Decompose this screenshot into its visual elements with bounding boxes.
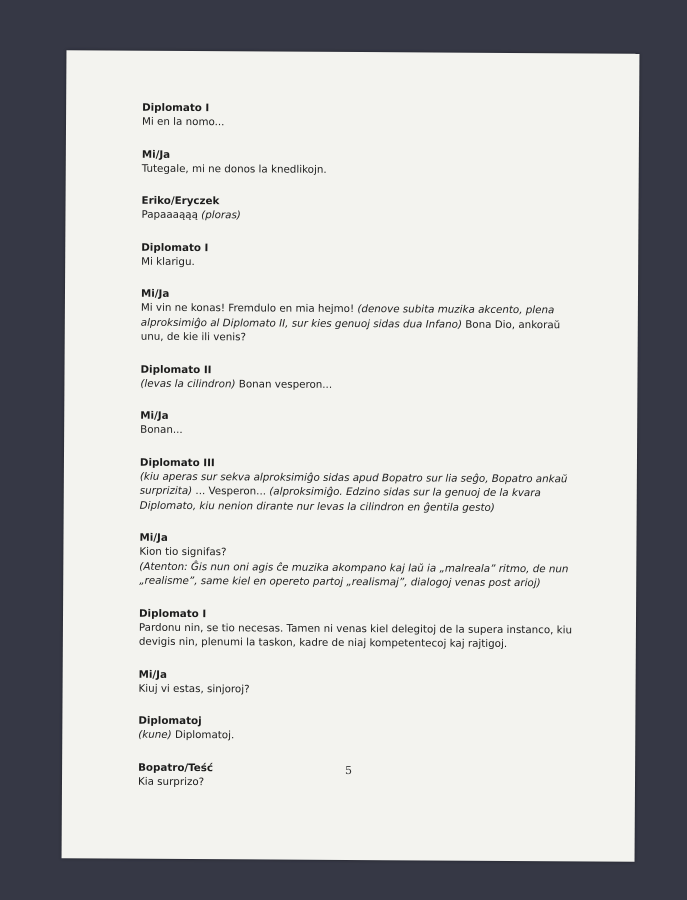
spoken-text: Kiuj vi estas, sinjoroj? (138, 682, 250, 695)
stage-direction: (ploras) (201, 209, 241, 222)
dialogue-entry (138, 714, 583, 745)
spoken-text: Bonan vesperon... (235, 377, 333, 391)
dialogue-entry (141, 287, 586, 347)
dialogue-line (138, 728, 583, 745)
speaker-name: Bopatro/Teść (138, 761, 214, 774)
dialogue-line (141, 301, 586, 347)
stage-direction: (kune) (138, 728, 172, 741)
spoken-text: Pardonu nin, se tio necesas. Tamen ni venas kiel delegitoj de la supera instanco, kiu devigis nin, plenumi la taskon, kadre de niaj kompetentecoj kaj rajtigoj. (138, 621, 573, 650)
speaker-name: Diplomato I (142, 101, 210, 115)
dialogue-line (140, 423, 585, 440)
dialogue-line (139, 620, 584, 652)
document-page (62, 50, 640, 861)
dialogue-line (142, 161, 587, 178)
dialogue-line (142, 115, 587, 132)
dialogue-entry (139, 667, 584, 698)
speaker-name: Eriko/Eryczek (141, 194, 220, 208)
stage-direction: (kiu aperas sur sekva alproksimiĝo sidas apud Bopatro sur lia seĝo, Bopatro ankaŭ surprizita) (139, 470, 568, 498)
dialogue-entry (141, 240, 586, 271)
dialogue-entry (140, 409, 585, 440)
dialogue-line (139, 681, 584, 698)
stage-direction: (alproksimiĝo. Edzino sidas sur la genuoj de la kvara Diplomato, kiu nenion dirante nur levas la cilindron en ĝentila gesto) (139, 485, 541, 514)
speaker-name: Diplomatoj (138, 714, 202, 728)
dialogue-line (140, 469, 585, 515)
spoken-text: Mi en la nomo... (142, 115, 225, 129)
dialogue-entry (142, 101, 587, 132)
dialogue-line (140, 376, 585, 393)
speaker-name: Mi/Ja (140, 287, 170, 300)
spoken-text: Mi vin ne konas! Fremdulo en mia hejmo! (140, 301, 358, 316)
spoken-text: Kion tio signifas? (139, 545, 227, 559)
spoken-text: Bonan... (140, 423, 183, 436)
speaker-name: Mi/Ja (141, 148, 171, 161)
speaker-name: Mi/Ja (140, 409, 169, 422)
dialogue-entry (139, 606, 584, 652)
spoken-text: Diplomatoj. (171, 728, 235, 742)
speaker-name: Mi/Ja (139, 531, 168, 544)
stage-direction: (denove subita muzika akcento, plena alproksimiĝo al Diplomato II, sur kies genuoj sidas dua Infano) (140, 303, 555, 331)
dialogue-line (141, 208, 586, 225)
spoken-text: Bona Dio, ankoraŭ unu, de kie ili venis? (140, 318, 561, 344)
speaker-name: Diplomato I (138, 607, 207, 620)
dialogue-entry (140, 455, 585, 515)
spoken-text: Kia surprizo? (137, 775, 205, 788)
dialogue-line (141, 254, 586, 271)
spoken-text: ... Vesperon... (192, 485, 270, 498)
dialogue-line (139, 545, 584, 591)
spoken-text: Mi klarigu. (141, 255, 195, 268)
speaker-name: Diplomato II (140, 363, 212, 376)
dialogue-entry (140, 362, 585, 393)
speaker-name: Diplomato I (141, 241, 209, 254)
dialogue-entry (142, 147, 587, 178)
page-number: 5 (345, 763, 353, 778)
speaker-name: Diplomato III (139, 456, 215, 469)
dialogue-entry (139, 531, 584, 591)
speaker-name: Mi/Ja (138, 668, 168, 681)
stage-direction: (levas la cilindron) (140, 377, 236, 390)
spoken-text: Tutegale, mi ne donos la knedlikojn. (141, 162, 327, 176)
dialogue-entry (141, 194, 586, 225)
dialogue-content (138, 101, 587, 810)
stage-direction: (Atenton: Ĝis nun oni agis ĉe muzika akompano kaj laŭ ia „malreala” ritmo, de nun „realisme”, same kiel en opereto partoj „realismaj”, dialogoj venas post arioj) (139, 560, 569, 590)
spoken-text: Papaaaąąą (141, 208, 202, 222)
